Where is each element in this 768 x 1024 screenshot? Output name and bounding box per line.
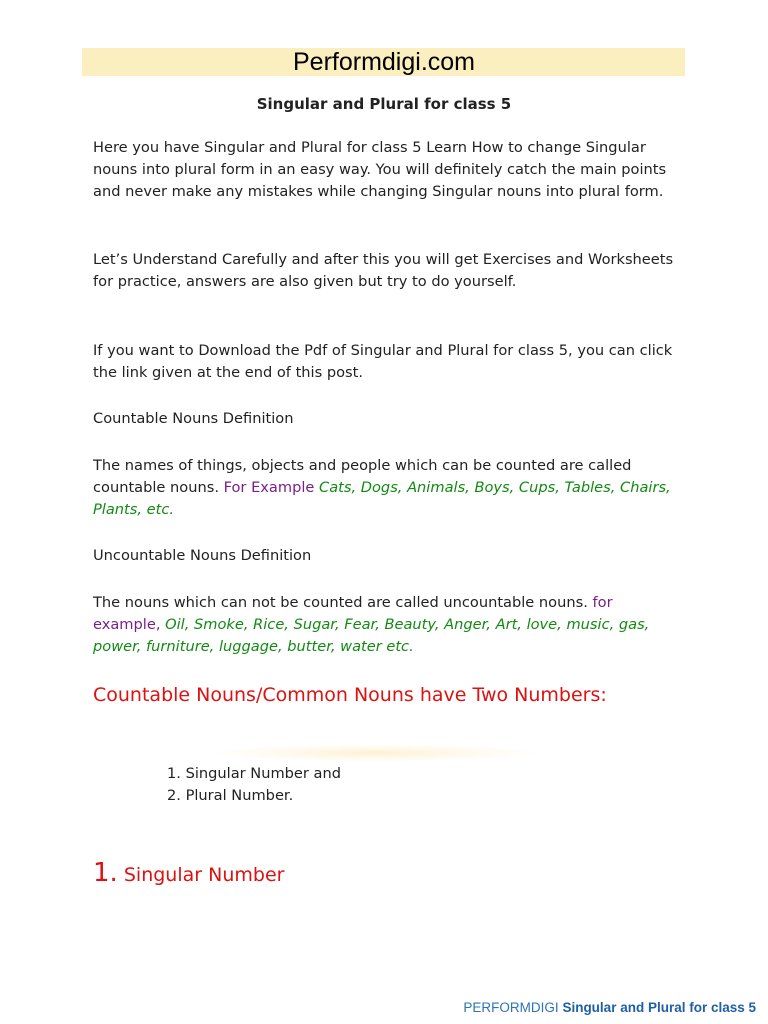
countable-example-label: For Example	[223, 479, 315, 496]
decorative-shade	[210, 744, 540, 762]
countable-examples: Cats, Dogs, Animals, Boys, Cups, Tables, Chairs, Plants, etc.	[93, 479, 671, 518]
uncountable-examples: Oil, Smoke, Rice, Sugar, Fear, Beauty, Anger, Art, love, music, gas, power, furniture, luggage, butter, water etc.	[93, 616, 650, 655]
uncountable-definition	[93, 592, 683, 658]
page-footer	[463, 998, 756, 1018]
section-heading	[93, 856, 284, 892]
intro-paragraph: Here you have Singular and Plural for class 5 Learn How to change Singular nouns into plural form in an easy way. You will definitely catch the main points and never make any mistakes while changing Singular nouns into plural form.	[93, 139, 667, 200]
footer-brand: PERFORMDIGI	[463, 1000, 559, 1015]
page-title: Singular and Plural for class 5	[256, 95, 512, 113]
uncountable-heading: Uncountable Nouns Definition	[93, 547, 312, 564]
countable-heading: Countable Nouns Definition	[93, 410, 294, 427]
site-title[interactable]: Performdigi.com	[293, 48, 475, 76]
understand-paragraph: Let’s Understand Carefully and after this you will get Exercises and Worksheets for practice, answers are also given but try to do yourself.	[93, 251, 674, 290]
list-item: 1. Singular Number and	[167, 765, 341, 782]
countable-text: The names of things, objects and people which can be counted are called countable nouns.	[93, 457, 632, 496]
section-number: 1.	[93, 858, 118, 888]
uncountable-example-label: for example,	[93, 594, 613, 633]
numbers-list	[167, 763, 341, 807]
list-item: 2. Plural Number.	[167, 787, 294, 804]
footer-title: Singular and Plural for class 5	[562, 1000, 756, 1015]
uncountable-text: The nouns which can not be counted are called uncountable nouns.	[93, 594, 588, 611]
two-numbers-heading: Countable Nouns/Common Nouns have Two Numbers:	[93, 684, 607, 706]
countable-definition	[93, 455, 683, 521]
section-title: Singular Number	[123, 864, 285, 886]
download-paragraph: If you want to Download the Pdf of Singular and Plural for class 5, you can click the link given at the end of this post.	[93, 342, 673, 381]
